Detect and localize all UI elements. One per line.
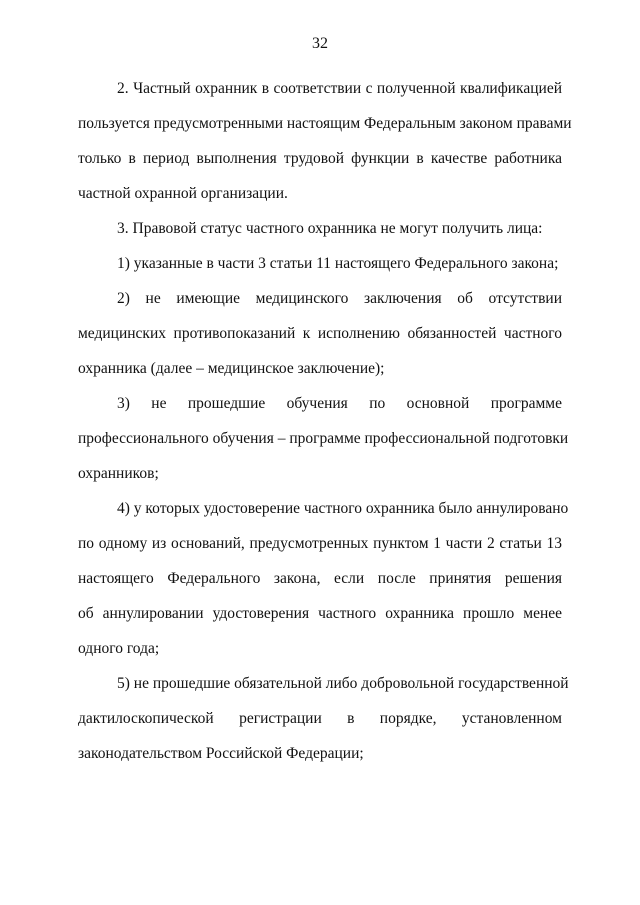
text-line: охранников; (78, 465, 159, 482)
text-line: профессионального обучения – программе профессиональной подготовки (78, 430, 569, 447)
list-item-2 (78, 281, 562, 386)
text-line: только в период выполнения трудовой функции в качестве работника (78, 150, 562, 167)
list-item-4 (78, 491, 569, 666)
text-line: 2) не имеющие медицинского заключения об отсутствии (117, 290, 562, 307)
text-line: законодательством Российской Федерации; (78, 745, 364, 762)
page-number: 32 (312, 35, 328, 52)
text-line: 2. Частный охранник в соответствии с полученной квалификацией (117, 80, 562, 97)
text-line: пользуется предусмотренными настоящим Федеральным законом правами (78, 115, 572, 132)
text-line: 3. Правовой статус частного охранника не могут получить лица: (117, 220, 543, 237)
text-line: 4) у которых удостоверение частного охранника было аннулировано (117, 500, 569, 517)
text-line: настоящего Федерального закона, если после принятия решения (78, 570, 562, 587)
text-line: 3) не прошедшие обучения по основной программе (117, 395, 562, 412)
text-line: по одному из оснований, предусмотренных пунктом 1 части 2 статьи 13 (78, 535, 562, 552)
text-line: 5) не прошедшие обязательной либо добровольной государственной (117, 675, 569, 692)
text-line: частной охранной организации. (78, 185, 288, 202)
paragraph-3 (78, 211, 562, 246)
list-item-1 (78, 246, 562, 281)
text-line: дактилоскопической регистрации в порядке, установленном (78, 710, 562, 727)
list-item-5 (78, 666, 569, 771)
text-line: об аннулировании удостоверения частного охранника прошло менее (78, 605, 562, 622)
text-line: медицинских противопоказаний к исполнению обязанностей частного (78, 325, 562, 342)
list-item-3 (78, 386, 569, 491)
text-line: охранника (далее – медицинское заключение); (78, 360, 385, 377)
text-line: одного года; (78, 640, 160, 657)
text-line: 1) указанные в части 3 статьи 11 настоящего Федерального закона; (117, 255, 559, 272)
paragraph-2 (78, 71, 572, 211)
document-body (78, 71, 572, 771)
